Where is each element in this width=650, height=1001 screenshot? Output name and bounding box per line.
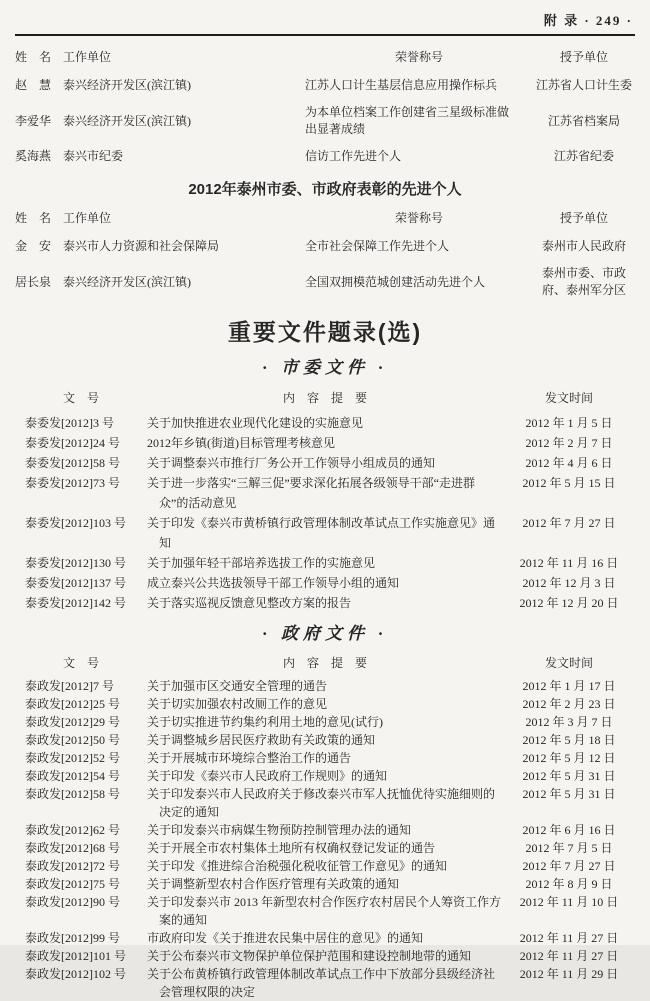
issue-date: 2012 年 11 月 16 日 bbox=[519, 556, 619, 570]
document-summary: 2012年乡镇(街道)目标管理考核意见 bbox=[147, 436, 335, 450]
documents-table bbox=[15, 385, 635, 613]
document-summary: 关于加快推进农业现代化建设的实施意见 bbox=[147, 416, 364, 430]
document-number: 泰委发[2012]3 号 bbox=[25, 416, 114, 430]
document-summary: 关于切实加强农村改厕工作的意见 bbox=[147, 697, 328, 711]
document-summary: 关于落实巡视反馈意见整改方案的报告 bbox=[147, 596, 352, 610]
column-header: 内 容 提 要 bbox=[282, 391, 367, 405]
documents-title: 重要文件题录(选) bbox=[227, 319, 423, 345]
column-header: 文 号 bbox=[62, 391, 99, 405]
table-row bbox=[15, 72, 635, 99]
honor-title: 全市社会保障工作先进个人 bbox=[305, 239, 450, 253]
document-row bbox=[15, 893, 635, 929]
document-row bbox=[15, 553, 635, 573]
honor-title: 全国双拥模范城创建活动先进个人 bbox=[305, 274, 486, 289]
work-unit: 泰兴市纪委 bbox=[63, 149, 124, 163]
document-summary: 关于加强年轻干部培养选拔工作的实施意见 bbox=[147, 556, 376, 570]
document-number: 泰政发[2012]52 号 bbox=[25, 751, 120, 765]
issue-date: 2012 年 5 月 15 日 bbox=[522, 476, 616, 490]
work-unit: 泰兴市人力资源和社会保障局 bbox=[63, 239, 220, 253]
document-row bbox=[15, 839, 635, 857]
issue-date: 2012 年 7 月 27 日 bbox=[522, 516, 616, 530]
column-header: 工作单位 bbox=[63, 211, 112, 225]
person-name: 李爱华 bbox=[15, 113, 52, 128]
document-number: 泰政发[2012]68 号 bbox=[25, 841, 120, 855]
document-number: 泰政发[2012]58 号 bbox=[25, 787, 120, 801]
document-summary: 关于印发《泰兴市人民政府工作规则》的通知 bbox=[147, 769, 388, 783]
document-row bbox=[15, 433, 635, 453]
column-header: 荣誉称号 bbox=[394, 211, 443, 225]
document-summary: 关于印发泰兴市人民政府关于修改泰兴市军人抚恤优待实施细则的决定的通知 bbox=[147, 787, 496, 819]
documents-table-header-row bbox=[15, 385, 635, 411]
document-row bbox=[15, 473, 635, 513]
awarding-unit: 江苏省纪委 bbox=[553, 149, 614, 163]
issue-date: 2012 年 12 月 3 日 bbox=[522, 576, 616, 590]
person-name: 金 安 bbox=[15, 239, 52, 253]
document-row bbox=[15, 929, 635, 947]
document-number: 泰政发[2012]90 号 bbox=[25, 895, 120, 909]
person-name: 赵 慧 bbox=[15, 78, 52, 92]
document-row bbox=[15, 413, 635, 433]
city-honors-table bbox=[15, 206, 635, 304]
document-summary: 成立泰兴公共选拔领导干部工作领导小组的通知 bbox=[147, 576, 400, 590]
issue-date: 2012 年 6 月 16 日 bbox=[522, 823, 616, 837]
documents-table-header-row bbox=[15, 651, 635, 675]
issue-date: 2012 年 7 月 27 日 bbox=[522, 859, 616, 873]
document-number: 泰政发[2012]50 号 bbox=[25, 733, 120, 747]
issue-date: 2012 年 3 月 7 日 bbox=[525, 715, 613, 729]
section-heading: · 市委文件 · bbox=[262, 358, 388, 377]
document-number: 泰政发[2012]102 号 bbox=[25, 967, 126, 981]
person-name: 居长泉 bbox=[15, 274, 52, 289]
issue-date: 2012 年 11 月 29 日 bbox=[519, 967, 619, 981]
awarding-unit: 泰州市委、市政府、泰州军分区 bbox=[541, 266, 626, 297]
issue-date: 2012 年 1 月 5 日 bbox=[525, 416, 613, 430]
document-summary: 关于开展城市环境综合整治工作的通告 bbox=[147, 751, 352, 765]
issue-date: 2012 年 5 月 31 日 bbox=[522, 787, 616, 801]
document-number: 泰政发[2012]29 号 bbox=[25, 715, 120, 729]
column-header: 发文时间 bbox=[544, 656, 593, 670]
document-number: 泰政发[2012]99 号 bbox=[25, 931, 120, 945]
document-summary: 关于进一步落实“三解三促”要求深化拓展各级领导干部“走进群众”的活动意见 bbox=[147, 476, 475, 510]
document-number: 泰政发[2012]72 号 bbox=[25, 859, 120, 873]
work-unit: 泰兴经济开发区(滨江镇) bbox=[63, 78, 191, 92]
honor-table-header-row bbox=[15, 45, 635, 72]
document-row bbox=[15, 947, 635, 965]
issue-date: 2012 年 11 月 27 日 bbox=[519, 931, 619, 945]
table-row bbox=[15, 99, 635, 143]
document-row bbox=[15, 695, 635, 713]
document-row bbox=[15, 875, 635, 893]
document-number: 泰政发[2012]101 号 bbox=[25, 949, 126, 963]
document-row bbox=[15, 749, 635, 767]
document-number: 泰委发[2012]137 号 bbox=[25, 576, 126, 590]
document-row bbox=[15, 767, 635, 785]
document-summary: 关于开展全市农村集体土地所有权确权登记发证的通告 bbox=[147, 841, 436, 855]
document-summary: 关于调整城乡居民医疗救助有关政策的通知 bbox=[147, 733, 376, 747]
column-header: 荣誉称号 bbox=[394, 50, 443, 64]
documents-table bbox=[15, 651, 635, 1001]
document-row bbox=[15, 513, 635, 553]
document-row bbox=[15, 731, 635, 749]
document-row bbox=[15, 965, 635, 1001]
document-row bbox=[15, 453, 635, 473]
table-row bbox=[15, 143, 635, 170]
document-summary: 关于公布泰兴市文物保护单位保护范围和建设控制地带的通知 bbox=[147, 949, 472, 963]
document-number: 泰委发[2012]103 号 bbox=[25, 516, 126, 530]
issue-date: 2012 年 7 月 5 日 bbox=[525, 841, 613, 855]
document-number: 泰委发[2012]73 号 bbox=[25, 476, 120, 490]
document-row bbox=[15, 785, 635, 821]
document-row bbox=[15, 857, 635, 875]
document-summary: 关于印发《泰兴市黄桥镇行政管理体制改革试点工作实施意见》通知 bbox=[147, 516, 496, 550]
work-unit: 泰兴经济开发区(滨江镇) bbox=[63, 113, 191, 128]
document-summary: 关于加强市区交通安全管理的通告 bbox=[147, 679, 328, 693]
document-number: 泰政发[2012]7 号 bbox=[25, 679, 114, 693]
awarding-unit: 泰州市人民政府 bbox=[541, 239, 626, 253]
document-summary: 关于调整泰兴市推行厂务公开工作领导小组成员的通知 bbox=[147, 456, 436, 470]
header-divider bbox=[15, 34, 635, 36]
column-header: 姓 名 bbox=[15, 50, 52, 64]
column-header: 内 容 提 要 bbox=[282, 656, 367, 670]
document-sections bbox=[15, 353, 635, 1001]
honor-title: 江苏人口计生基层信息应用操作标兵 bbox=[305, 78, 498, 92]
document-row bbox=[15, 677, 635, 695]
issue-date: 2012 年 12 月 20 日 bbox=[519, 596, 619, 610]
issue-date: 2012 年 11 月 27 日 bbox=[519, 949, 619, 963]
issue-date: 2012 年 5 月 31 日 bbox=[522, 769, 616, 783]
document-row bbox=[15, 593, 635, 613]
issue-date: 2012 年 8 月 9 日 bbox=[525, 877, 613, 891]
document-summary: 关于印发《推进综合治税强化税收征管工作意见》的通知 bbox=[147, 859, 448, 873]
person-name: 奚海燕 bbox=[15, 149, 52, 163]
page-header bbox=[15, 6, 635, 34]
issue-date: 2012 年 5 月 12 日 bbox=[522, 751, 616, 765]
table-row bbox=[15, 233, 635, 260]
issue-date: 2012 年 11 月 10 日 bbox=[519, 895, 619, 909]
issue-date: 2012 年 1 月 17 日 bbox=[522, 679, 616, 693]
awarding-unit: 江苏省人口计生委 bbox=[535, 78, 632, 92]
issue-date: 2012 年 2 月 7 日 bbox=[525, 436, 613, 450]
city-commendation-heading: 2012年泰州市委、市政府表彰的先进个人 bbox=[188, 181, 462, 198]
honor-table-header-row bbox=[15, 206, 635, 233]
work-unit: 泰兴经济开发区(滨江镇) bbox=[63, 274, 191, 289]
table-row bbox=[15, 260, 635, 304]
honor-title: 信访工作先进个人 bbox=[305, 149, 402, 163]
document-summary: 关于公布黄桥镇行政管理体制改革试点工作中下放部分县级经济社会管理权限的决定 bbox=[147, 967, 496, 999]
document-number: 泰委发[2012]130 号 bbox=[25, 556, 126, 570]
document-number: 泰政发[2012]75 号 bbox=[25, 877, 120, 891]
document-row bbox=[15, 821, 635, 839]
document-number: 泰政发[2012]62 号 bbox=[25, 823, 120, 837]
provincial-honors-table bbox=[15, 45, 635, 170]
column-header: 发文时间 bbox=[544, 391, 593, 405]
section-heading: · 政府文件 · bbox=[262, 624, 388, 643]
document-number: 泰委发[2012]58 号 bbox=[25, 456, 120, 470]
document-summary: 市政府印发《关于推进农民集中居住的意见》的通知 bbox=[147, 931, 424, 945]
issue-date: 2012 年 5 月 18 日 bbox=[522, 733, 616, 747]
issue-date: 2012 年 4 月 6 日 bbox=[525, 456, 613, 470]
document-row bbox=[15, 573, 635, 593]
document-number: 泰政发[2012]54 号 bbox=[25, 769, 120, 783]
document-row bbox=[15, 713, 635, 731]
column-header: 文 号 bbox=[62, 656, 99, 670]
column-header: 工作单位 bbox=[63, 50, 112, 64]
document-summary: 关于切实推进节约集约利用土地的意见(试行) bbox=[147, 715, 383, 729]
document-summary: 关于印发泰兴市 2013 年新型农村合作医疗农村居民个人筹资工作方案的通知 bbox=[147, 895, 502, 927]
column-header: 姓 名 bbox=[15, 211, 52, 225]
honor-title: 为本单位档案工作创建省三星级标准做出显著成绩 bbox=[305, 105, 510, 136]
awarding-unit: 江苏省档案局 bbox=[547, 113, 620, 128]
column-header: 授予单位 bbox=[559, 50, 608, 64]
page-header-text: 附 录 · 249 · bbox=[543, 13, 633, 28]
document-summary: 关于调整新型农村合作医疗管理有关政策的通知 bbox=[147, 877, 400, 891]
document-number: 泰政发[2012]25 号 bbox=[25, 697, 120, 711]
document-number: 泰委发[2012]24 号 bbox=[25, 436, 120, 450]
issue-date: 2012 年 2 月 23 日 bbox=[522, 697, 616, 711]
column-header: 授予单位 bbox=[559, 211, 608, 225]
document-number: 泰委发[2012]142 号 bbox=[25, 596, 126, 610]
document-summary: 关于印发泰兴市病媒生物预防控制管理办法的通知 bbox=[147, 823, 412, 837]
